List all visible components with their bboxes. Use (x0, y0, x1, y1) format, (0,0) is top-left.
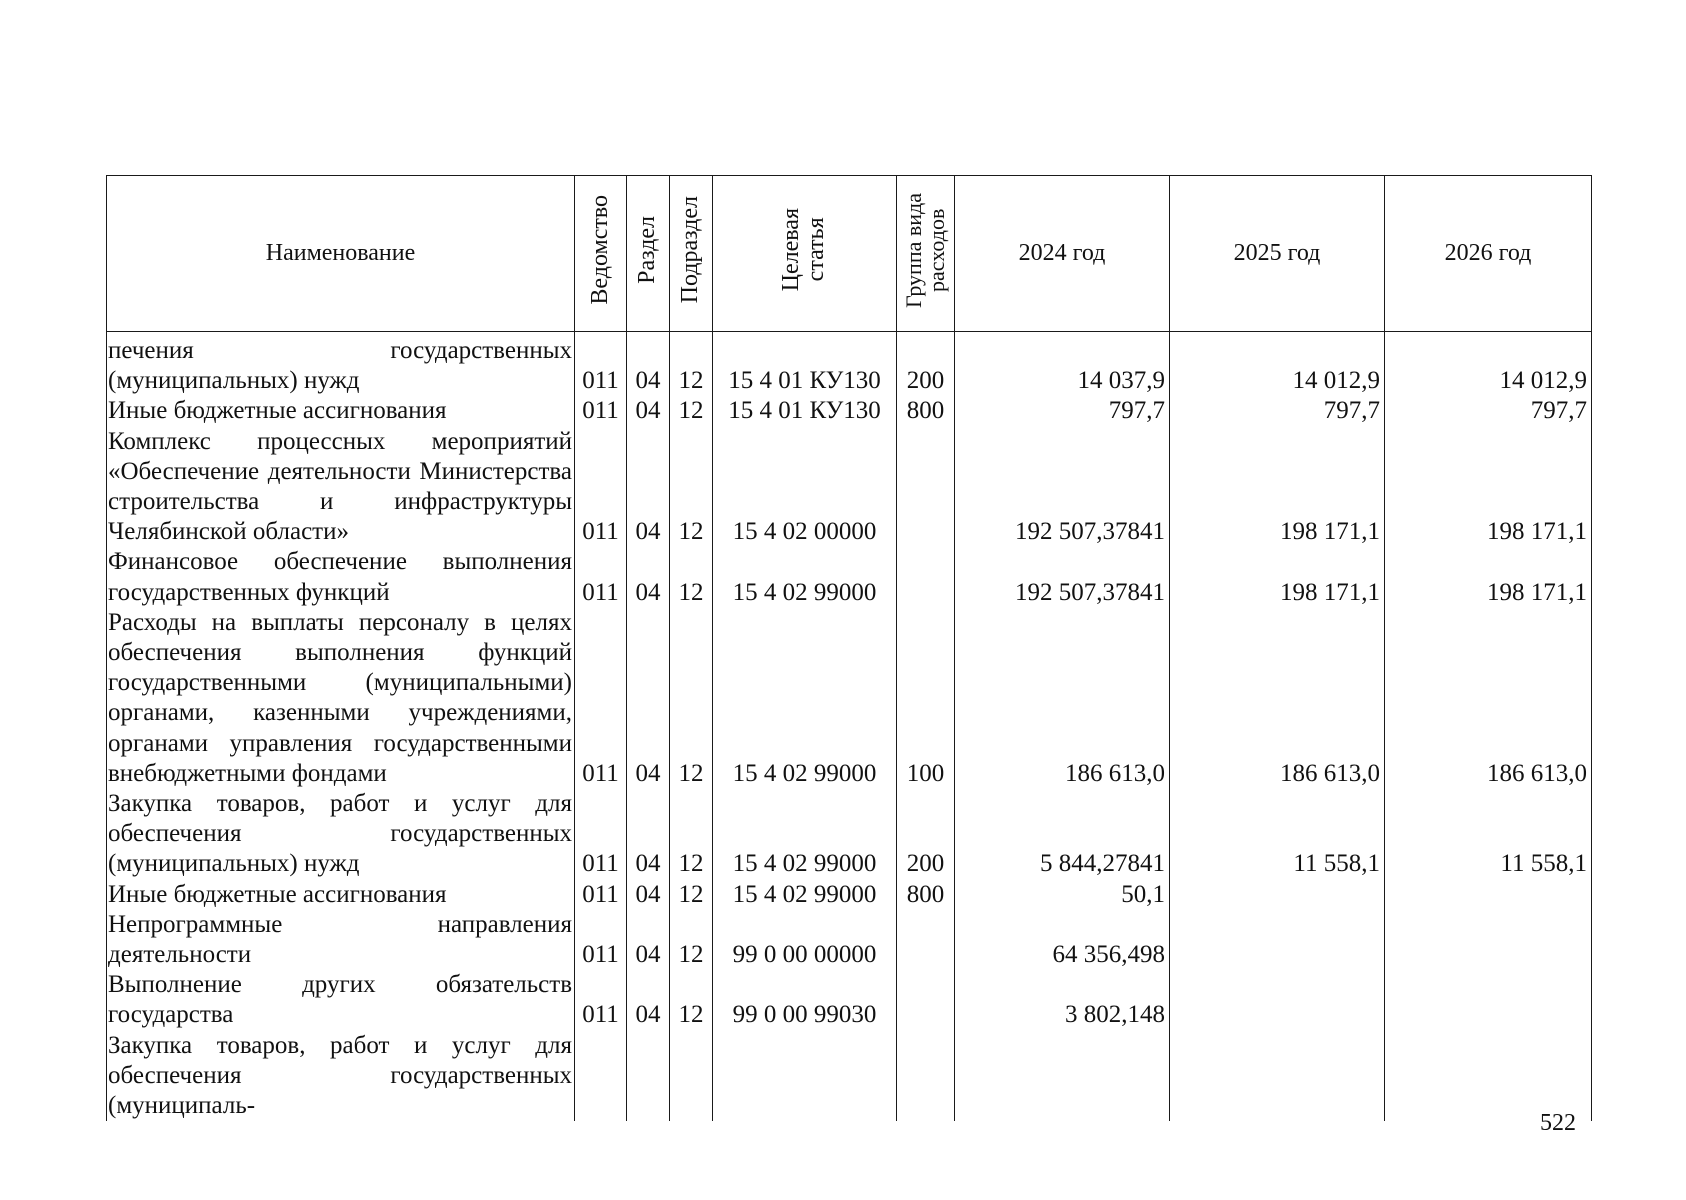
row-2025 (1170, 1031, 1385, 1122)
row-razdel: 04 (627, 336, 670, 396)
table-row (107, 547, 1592, 607)
table-row (107, 880, 1592, 910)
table-row (107, 1031, 1592, 1122)
row-name: Финансовое обеспечение выполнения государственных функций (107, 547, 575, 607)
row-celevaya: 15 4 02 99000 (713, 547, 897, 607)
row-celevaya: 15 4 01 КУ130 (713, 396, 897, 426)
row-2024 (955, 1031, 1170, 1122)
budget-table (106, 175, 1592, 1121)
row-name: Закупка товаров, работ и услуг для обеспечения государственных (муниципаль- (107, 1031, 575, 1122)
row-gruppa (897, 427, 955, 548)
row-2025 (1170, 970, 1385, 1030)
row-vedomstvo: 011 (575, 910, 627, 970)
row-podrazdel: 12 (670, 336, 713, 396)
row-2026 (1385, 1031, 1592, 1122)
row-2026 (1385, 970, 1592, 1030)
row-gruppa: 100 (897, 608, 955, 789)
row-2024: 14 037,9 (955, 336, 1170, 396)
row-name: Выполнение других обязательств государства (107, 970, 575, 1030)
row-razdel: 04 (627, 789, 670, 880)
row-podrazdel: 12 (670, 547, 713, 607)
header-name: Наименование (107, 176, 575, 332)
row-razdel: 04 (627, 547, 670, 607)
page-number: 522 (1540, 1110, 1576, 1136)
row-gruppa (897, 910, 955, 970)
row-2025 (1170, 910, 1385, 970)
row-podrazdel: 12 (670, 608, 713, 789)
row-vedomstvo: 011 (575, 427, 627, 548)
row-name: печения государственных (муниципальных) нужд (107, 336, 575, 396)
row-celevaya: 15 4 02 99000 (713, 608, 897, 789)
row-2024: 192 507,37841 (955, 547, 1170, 607)
row-razdel (627, 1031, 670, 1122)
row-vedomstvo: 011 (575, 547, 627, 607)
row-podrazdel: 12 (670, 789, 713, 880)
row-vedomstvo: 011 (575, 396, 627, 426)
table-row (107, 910, 1592, 970)
row-podrazdel (670, 1031, 713, 1122)
row-razdel: 04 (627, 396, 670, 426)
table-row (107, 336, 1592, 396)
row-name: Закупка товаров, работ и услуг для обеспечения государственных (муниципальных) нужд (107, 789, 575, 880)
row-vedomstvo: 011 (575, 789, 627, 880)
row-name: Иные бюджетные ассигнования (107, 880, 575, 910)
row-vedomstvo: 011 (575, 970, 627, 1030)
row-2025: 797,7 (1170, 396, 1385, 426)
row-2025: 11 558,1 (1170, 789, 1385, 880)
row-name: Иные бюджетные ассигнования (107, 396, 575, 426)
row-razdel: 04 (627, 880, 670, 910)
row-gruppa: 200 (897, 336, 955, 396)
header-gruppa-line1: Группа вида (901, 192, 927, 308)
table-row (107, 396, 1592, 426)
row-2024: 186 613,0 (955, 608, 1170, 789)
row-2025: 186 613,0 (1170, 608, 1385, 789)
row-2024: 5 844,27841 (955, 789, 1170, 880)
row-vedomstvo: 011 (575, 336, 627, 396)
row-razdel: 04 (627, 427, 670, 548)
row-name: Комплекс процессных мероприятий «Обеспечение деятельности Министерства строительства и инфраструктуры Челябинской области» (107, 427, 575, 548)
table-row (107, 789, 1592, 880)
table-row (107, 970, 1592, 1030)
row-celevaya: 15 4 01 КУ130 (713, 336, 897, 396)
row-vedomstvo: 011 (575, 880, 627, 910)
row-2024: 64 356,498 (955, 910, 1170, 970)
row-2024: 192 507,37841 (955, 427, 1170, 548)
header-celevaya-line1: Целевая (778, 208, 805, 292)
header-vedomstvo: Ведомство (575, 176, 627, 332)
row-2026: 186 613,0 (1385, 608, 1592, 789)
row-2026: 198 171,1 (1385, 427, 1592, 548)
row-celevaya: 15 4 02 99000 (713, 789, 897, 880)
header-podrazdel: Подраздел (670, 176, 713, 332)
row-podrazdel: 12 (670, 880, 713, 910)
row-celevaya: 15 4 02 00000 (713, 427, 897, 548)
header-gruppa-line2: расходов (924, 208, 950, 292)
row-razdel: 04 (627, 970, 670, 1030)
table-body (107, 332, 1592, 1122)
row-name: Непрограммные направления деятельности (107, 910, 575, 970)
header-gruppa-vida-raskhodov (897, 176, 955, 332)
row-2025: 198 171,1 (1170, 427, 1385, 548)
row-celevaya: 15 4 02 99000 (713, 880, 897, 910)
table-row (107, 427, 1592, 548)
row-2024: 797,7 (955, 396, 1170, 426)
row-gruppa (897, 547, 955, 607)
row-gruppa (897, 970, 955, 1030)
row-celevaya (713, 1031, 897, 1122)
row-2026: 797,7 (1385, 396, 1592, 426)
header-2025: 2025 год (1170, 176, 1385, 332)
header-celevaya-statya (713, 176, 897, 332)
row-vedomstvo (575, 1031, 627, 1122)
row-podrazdel: 12 (670, 970, 713, 1030)
row-2025: 198 171,1 (1170, 547, 1385, 607)
row-podrazdel: 12 (670, 910, 713, 970)
header-celevaya-line2: статья (803, 218, 830, 282)
header-razdel: Раздел (627, 176, 670, 332)
row-2024: 3 802,148 (955, 970, 1170, 1030)
header-2026: 2026 год (1385, 176, 1592, 332)
row-2026: 14 012,9 (1385, 336, 1592, 396)
row-2026: 11 558,1 (1385, 789, 1592, 880)
row-gruppa: 800 (897, 396, 955, 426)
row-celevaya: 99 0 00 00000 (713, 910, 897, 970)
row-gruppa: 200 (897, 789, 955, 880)
row-2026: 198 171,1 (1385, 547, 1592, 607)
table-header (107, 176, 1592, 332)
row-razdel: 04 (627, 910, 670, 970)
row-2026 (1385, 880, 1592, 910)
header-2024: 2024 год (955, 176, 1170, 332)
row-celevaya: 99 0 00 99030 (713, 970, 897, 1030)
row-vedomstvo: 011 (575, 608, 627, 789)
row-2025: 14 012,9 (1170, 336, 1385, 396)
row-gruppa: 800 (897, 880, 955, 910)
row-2024: 50,1 (955, 880, 1170, 910)
table-row (107, 608, 1592, 789)
row-2025 (1170, 880, 1385, 910)
row-name: Расходы на выплаты персоналу в целях обеспечения выполнения функций государственными (муниципальными) органами, казенными учреждениями, органами управления государственными внебюджетными фондами (107, 608, 575, 789)
row-podrazdel: 12 (670, 427, 713, 548)
row-podrazdel: 12 (670, 396, 713, 426)
row-2026 (1385, 910, 1592, 970)
row-razdel: 04 (627, 608, 670, 789)
row-gruppa (897, 1031, 955, 1122)
